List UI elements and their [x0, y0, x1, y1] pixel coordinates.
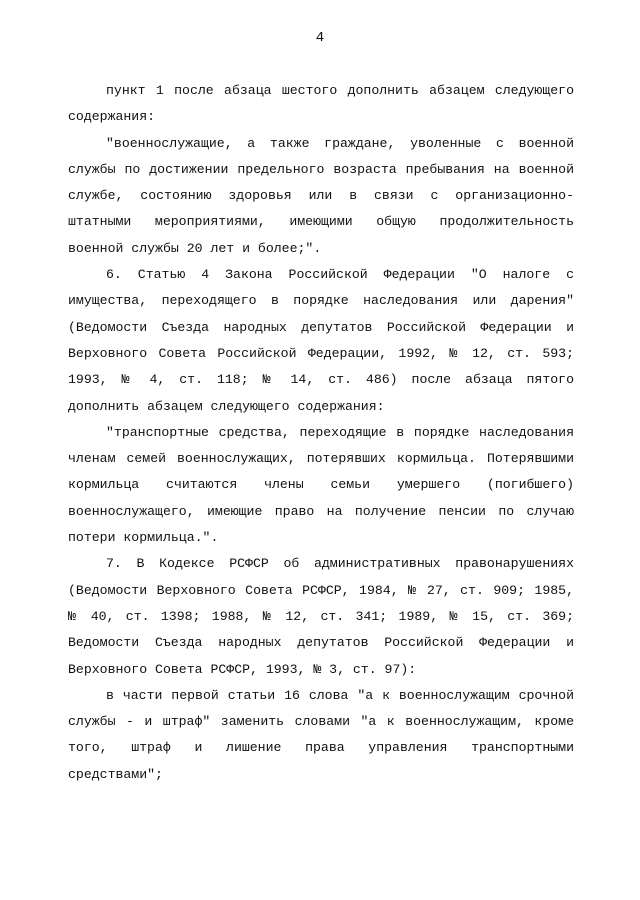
- paragraph-amendment-intro: пункт 1 после абзаца шестого дополнить абзацем следующего содержания:: [68, 83, 574, 125]
- paragraph-item-7: 7. В Кодексе РСФСР об административных правонарушениях (Ведомости Верховного Совета РСФСР, 1984, № 27, ст. 909; 1985, № 40, ст. 1398; 1988, № 12, ст. 341; 1989, № 15, ст. 369; Ведомости Съезда народных депутатов Российской Федерации и Верховного Совета РСФСР, 1993, № 3, ст. 97):: [68, 556, 574, 677]
- paragraph-article-16: в части первой статьи 16 слова "а к военнослужащим срочной службы - и штраф" заменить словами "а к военнослужащим, кроме того, штраф и лишение права управления транспортными средствами";: [68, 687, 574, 782]
- page-number: 4: [315, 30, 325, 46]
- paragraph-military-quote: "военнослужащие, а также граждане, уволенные с военной службы по достижении предельного возраста пребывания на военной службе, состоянию здоровья или в связи с организационно-штатными мероприятиями, имеющими общую продолжительность военной службы 20 лет и более;".: [68, 135, 574, 256]
- document-body: [68, 78, 574, 788]
- paragraph-item-6: 6. Статью 4 Закона Российской Федерации "О налоге с имущества, переходящего в порядке наследования или дарения" (Ведомости Съезда народных депутатов Российской Федерации и Верховного Совета Российской Федерации, 1992, № 12, ст. 593; 1993, № 4, ст. 118; № 14, ст. 486) после абзаца пятого дополнить абзацем следующего содержания:: [68, 267, 574, 414]
- paragraph-transport-quote: "транспортные средства, переходящие в порядке наследования членам семей военнослужащих, потерявших кормильца. Потерявшими кормильца считаются члены семьи умершего (погибшего) военнослужащего, имеющие право на получение пенсии по случаю потери кормильца.".: [68, 424, 574, 546]
